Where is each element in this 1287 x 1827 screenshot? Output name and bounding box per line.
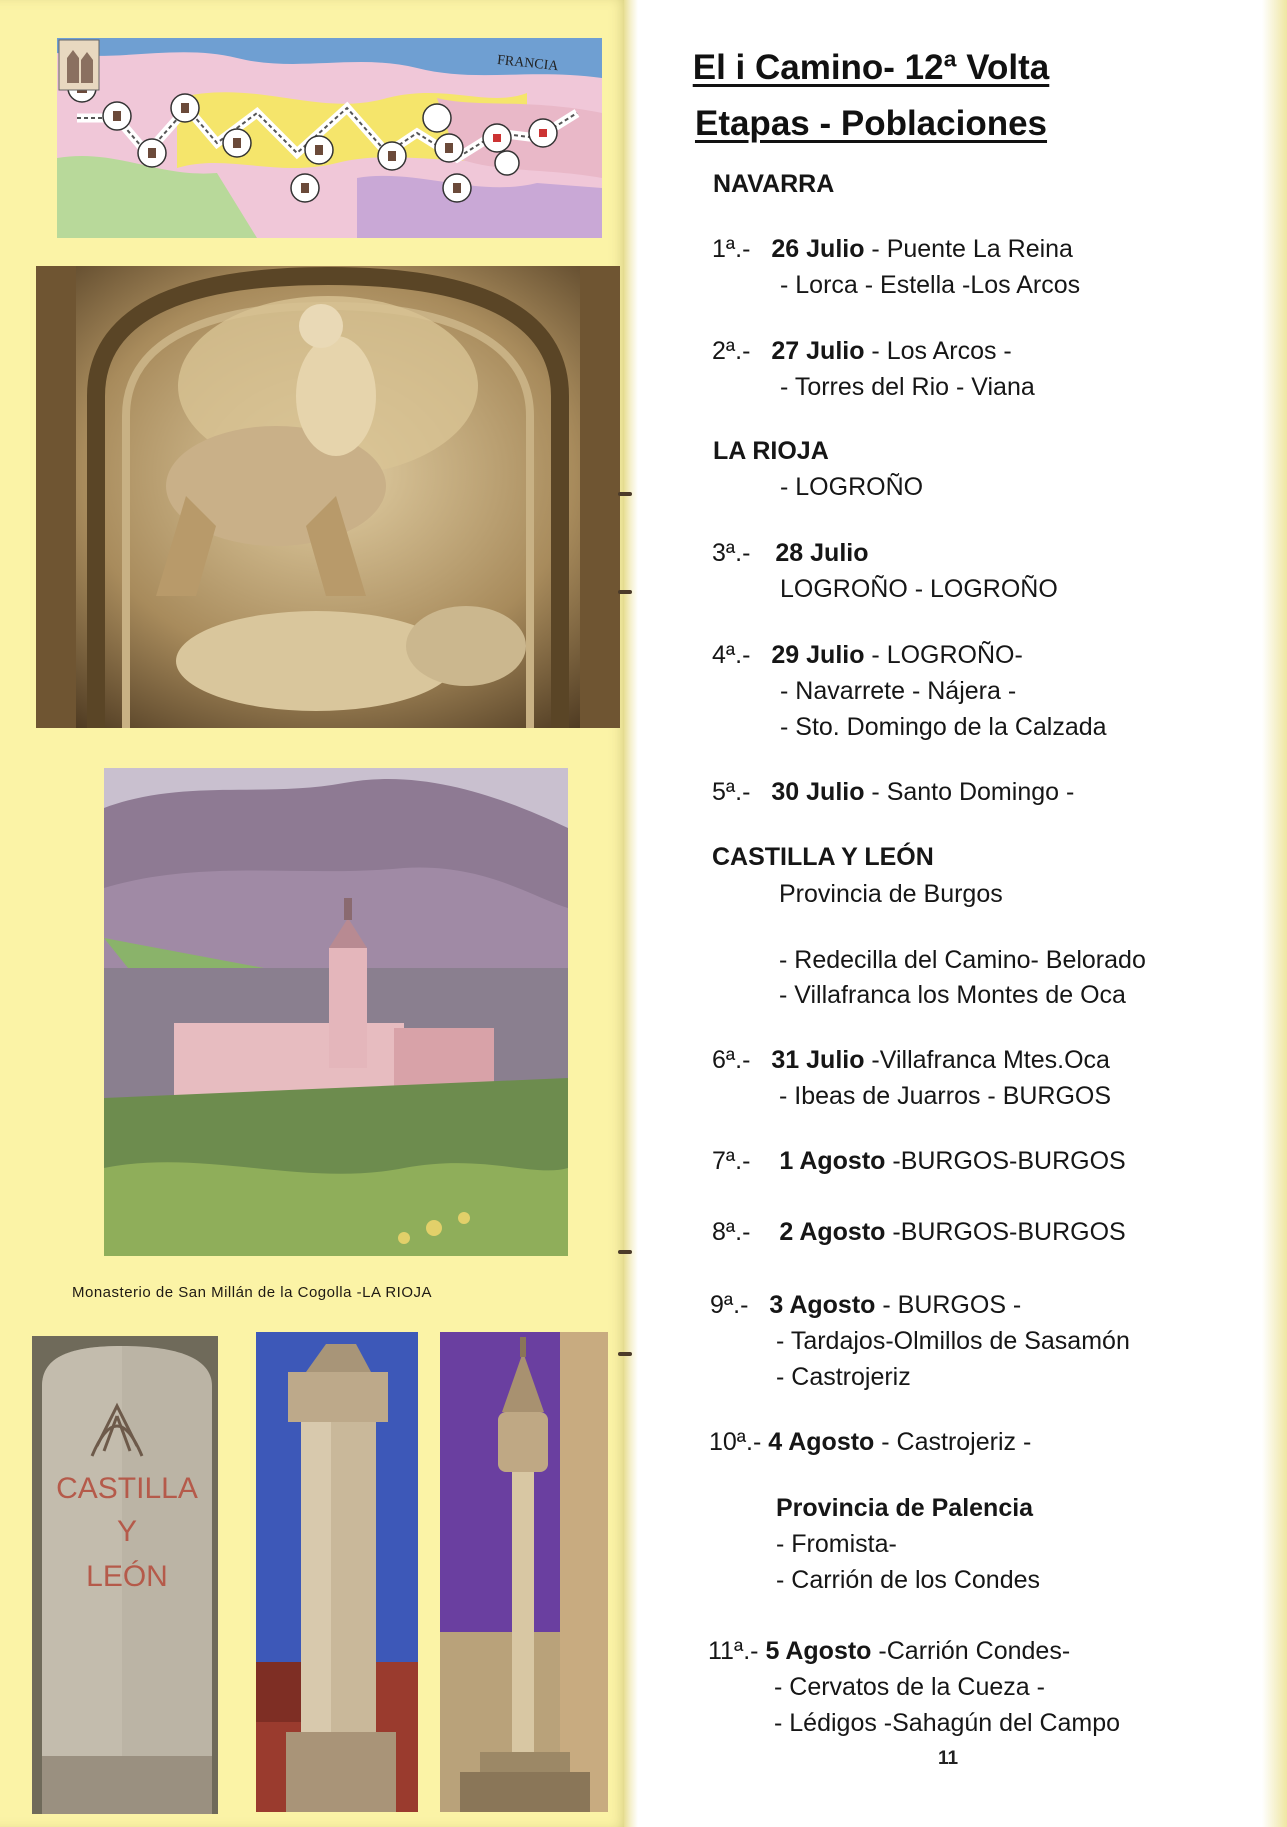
stage-line: - Castrojeriz: [776, 1363, 911, 1391]
stage-route: - LOGROÑO-: [864, 641, 1023, 669]
stage-row: [712, 234, 1073, 264]
stage-route: -BURGOS-BURGOS: [885, 1147, 1126, 1175]
right-page-edge: [1262, 0, 1287, 1827]
stage-row: [712, 336, 1012, 366]
stage-number: 9ª.-: [710, 1291, 749, 1319]
milestone-text-1: CASTILLA: [56, 1472, 198, 1505]
region-castilla: CASTILLA Y LEÓN: [712, 843, 934, 871]
stage-number: 6ª.-: [712, 1046, 751, 1074]
gothic-column-photo: [440, 1332, 608, 1812]
region-navarra: NAVARRA: [713, 170, 835, 198]
stage-date: 26 Julio: [771, 235, 865, 263]
stage-line: - Tardajos-Olmillos de Sasamón: [776, 1327, 1130, 1355]
book-spine: [624, 0, 638, 1827]
stage-row: [708, 1636, 1070, 1666]
stage-number: 2ª.-: [712, 337, 751, 365]
stage-route: - Los Arcos -: [864, 337, 1012, 365]
stage-route: - BURGOS -: [875, 1291, 1022, 1319]
stage-date: 4 Agosto: [768, 1428, 875, 1456]
staple-mark: [618, 590, 632, 594]
stage-number: 11ª.-: [708, 1637, 759, 1665]
stage-route: - Castrojeriz -: [874, 1428, 1032, 1456]
monastery-photo: [104, 768, 568, 1256]
stone-column-photo: [256, 1332, 418, 1812]
map-label-francia: FRANCIA: [496, 52, 560, 75]
stage-date: 30 Julio: [771, 778, 865, 806]
stage-line: - Lorca - Estella -Los Arcos: [780, 271, 1081, 299]
stage-row: [712, 640, 1023, 670]
stage-route: -Carrión Condes-: [871, 1637, 1071, 1665]
monastery-caption: Monasterio de San Millán de la Cogolla -LA RIOJA: [72, 1284, 433, 1301]
stage-line: - Redecilla del Camino- Belorado: [779, 946, 1146, 974]
page-number: 11: [938, 1748, 959, 1769]
stage-route: -Villafranca Mtes.Oca: [864, 1046, 1110, 1074]
stage-date: 27 Julio: [771, 337, 865, 365]
stage-line: - Fromista-: [776, 1530, 897, 1558]
stage-row: [712, 1217, 1126, 1247]
staple-mark: [618, 492, 632, 496]
stage-date: 28 Julio: [775, 539, 869, 567]
stage-row: [710, 1290, 1021, 1320]
stage-number: 7ª.-: [712, 1147, 751, 1175]
stage-row: [712, 777, 1074, 807]
page-title: El i Camino- 12ª Volta: [692, 48, 1050, 87]
stage-line: - Carrión de los Condes: [776, 1566, 1041, 1594]
stage-number: 1ª.-: [712, 235, 751, 263]
province-burgos: Provincia de Burgos: [779, 880, 1003, 908]
stage-line: - Navarrete - Nájera -: [780, 677, 1017, 705]
milestone-text-3: LEÓN: [86, 1560, 168, 1593]
stage-number: 8ª.-: [712, 1218, 751, 1246]
stage-date: 29 Julio: [771, 641, 865, 669]
stage-row: [712, 1045, 1110, 1075]
left-page: [0, 0, 628, 1827]
region-la-rioja: LA RIOJA: [713, 437, 829, 465]
stage-date: 2 Agosto: [779, 1218, 886, 1246]
stage-route: - Puente La Reina: [864, 235, 1073, 263]
stage-number: 4ª.-: [712, 641, 751, 669]
stage-line: - Torres del Rio - Viana: [780, 373, 1035, 401]
stage-line: - LOGROÑO: [780, 473, 924, 501]
stage-row: [712, 538, 868, 568]
stage-route: -BURGOS-BURGOS: [885, 1218, 1126, 1246]
stage-date: 5 Agosto: [765, 1637, 872, 1665]
sculpture-photo: [36, 266, 620, 728]
stage-date: 1 Agosto: [779, 1147, 886, 1175]
stage-line: - Cervatos de la Cueza -: [774, 1673, 1045, 1701]
stage-line: LOGROÑO - LOGROÑO: [780, 575, 1058, 603]
province-palencia: Provincia de Palencia: [776, 1494, 1034, 1522]
stage-number: 3ª.-: [712, 539, 751, 567]
stage-route: - Santo Domingo -: [864, 778, 1075, 806]
stage-row: [712, 1146, 1126, 1176]
stage-date: 3 Agosto: [769, 1291, 876, 1319]
staple-mark: [618, 1250, 632, 1254]
stage-line: - Villafranca los Montes de Oca: [779, 981, 1126, 1009]
stage-line: - Lédigos -Sahagún del Campo: [774, 1709, 1121, 1737]
staple-mark: [618, 1352, 632, 1356]
milestone-photo: [32, 1336, 218, 1814]
stage-line: - Ibeas de Juarros - BURGOS: [779, 1082, 1112, 1110]
stage-row: [709, 1427, 1031, 1457]
milestone-text-2: Y: [116, 1515, 138, 1548]
page-subtitle: Etapas - Poblaciones: [694, 104, 1048, 143]
stage-date: 31 Julio: [771, 1046, 865, 1074]
stage-number: 10ª.-: [709, 1428, 762, 1456]
stage-number: 5ª.-: [712, 778, 751, 806]
camino-route-map: [57, 38, 602, 238]
stage-line: - Sto. Domingo de la Calzada: [780, 713, 1107, 741]
